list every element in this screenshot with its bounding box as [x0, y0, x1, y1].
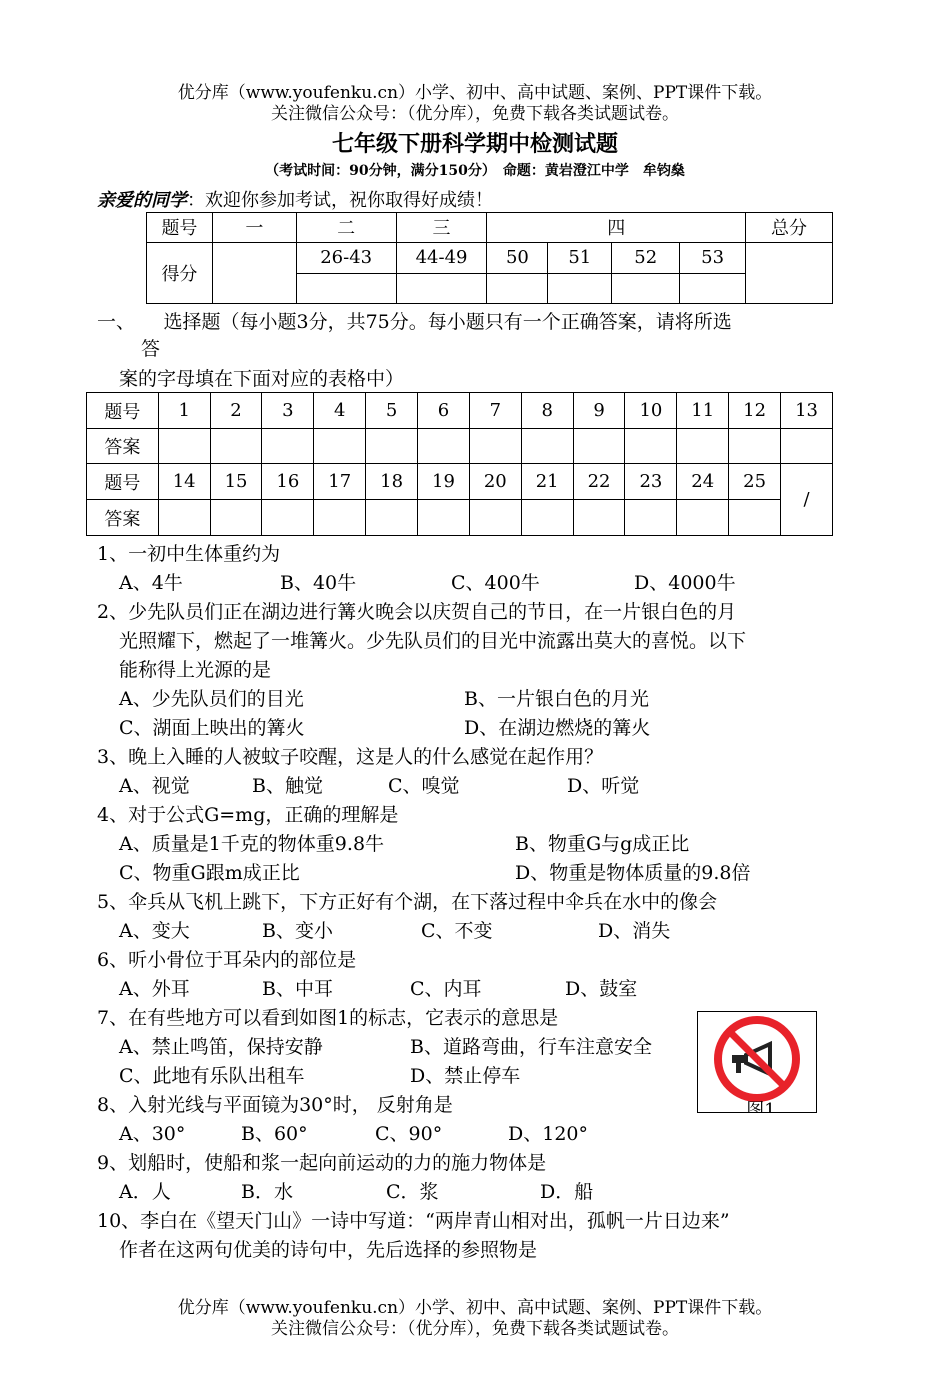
score-range-6: 53 [680, 242, 746, 273]
score-cell [296, 274, 396, 304]
section1-line1b: 答 [141, 338, 161, 360]
question-number-cell: 12 [729, 393, 781, 429]
answer-cell[interactable] [366, 500, 418, 536]
score-header-one: 一 [212, 213, 296, 243]
answer-cell[interactable] [469, 500, 521, 536]
answer-cell[interactable] [469, 429, 521, 464]
answer-cell[interactable] [729, 429, 781, 464]
figure-caption: 图1 [746, 1100, 776, 1112]
option: A、视觉 [119, 775, 190, 797]
section1-line2: 案的字母填在下面对应的表格中） [119, 368, 405, 390]
option: A、4牛 [119, 572, 183, 594]
score-cell-one [212, 242, 296, 303]
answer-cell[interactable] [262, 429, 314, 464]
question-number-cell: 3 [262, 393, 314, 429]
question-number-cell: 14 [158, 464, 210, 500]
footer-line-2: 关注微信公众号：（优分库），免费下载各类试题试卷。 [271, 1319, 679, 1339]
section1-line1: 一、 选择题（每小题3分，共75分。每小题只有一个正确答案，请将所选 [97, 311, 732, 333]
answer-cell[interactable] [625, 500, 677, 536]
answer-cell[interactable] [677, 500, 729, 536]
option: A、禁止鸣笛，保持安静 [119, 1036, 323, 1058]
question-number-cell: 10 [625, 393, 677, 429]
question-number-cell: 15 [210, 464, 262, 500]
answer-cell[interactable] [677, 429, 729, 464]
question-10-stem: 作者在这两句优美的诗句中，先后选择的参照物是 [119, 1239, 538, 1261]
footer-line-1: 优分库（www.youfenku.cn）小学、初中、高中试题、案例、PPT课件下载。 [177, 1298, 773, 1318]
answer-cell[interactable] [625, 429, 677, 464]
option: B、物重G与g成正比 [515, 833, 690, 855]
question-number-cell: 25 [729, 464, 781, 500]
question-number-cell: 8 [521, 393, 573, 429]
question-4-stem: 4、对于公式G=mg，正确的理解是 [97, 804, 399, 826]
score-range-4: 51 [548, 242, 612, 273]
option: D、听觉 [567, 775, 640, 797]
option: B、一片银白色的月光 [464, 688, 649, 710]
option: B、40牛 [280, 572, 357, 594]
figure-1 [697, 1011, 817, 1113]
question-number-cell: 5 [366, 393, 418, 429]
question-8-stem: 8、入射光线与平面镜为30°时， 反射角是 [97, 1094, 453, 1116]
answer-cell[interactable] [158, 500, 210, 536]
option: D、在湖边燃烧的篝火 [464, 717, 651, 739]
option: C、物重G跟m成正比 [119, 862, 300, 884]
option: A、变大 [119, 920, 190, 942]
answer-label-ans: 答案 [87, 500, 159, 536]
option: C、不变 [421, 920, 493, 942]
greeting-rest: ：欢迎你参加考试，祝你取得好成绩！ [187, 190, 493, 211]
option: A．人 [119, 1181, 171, 1203]
option: B、60° [241, 1123, 308, 1145]
option: B．水 [241, 1181, 293, 1203]
question-number-cell: 16 [262, 464, 314, 500]
question-number-cell: 17 [314, 464, 366, 500]
answer-table [86, 392, 833, 536]
header-line-1: 优分库（www.youfenku.cn）小学、初中、高中试题、案例、PPT课件下载。 [177, 83, 773, 103]
no-horn-sign-icon [698, 1012, 816, 1112]
question-6-stem: 6、听小骨位于耳朵内的部位是 [97, 949, 357, 971]
option: A、少先队员们的目光 [119, 688, 304, 710]
score-cell [680, 274, 746, 304]
option: C、内耳 [410, 978, 482, 1000]
score-range-3: 50 [487, 242, 548, 273]
answer-cell[interactable] [521, 429, 573, 464]
option: B、触觉 [252, 775, 323, 797]
option: D、物重是物体质量的9.8倍 [515, 862, 751, 884]
question-number-cell: 24 [677, 464, 729, 500]
option: C、400牛 [451, 572, 540, 594]
score-label: 得分 [147, 242, 213, 303]
answer-cell[interactable] [158, 429, 210, 464]
answer-cell[interactable] [729, 500, 781, 536]
question-number-cell: 2 [210, 393, 262, 429]
question-number-cell: 1 [158, 393, 210, 429]
score-table [146, 212, 833, 304]
exam-title: 七年级下册科学期中检测试题 [331, 132, 618, 157]
option: A、30° [119, 1123, 186, 1145]
answer-label-ans: 答案 [87, 429, 159, 464]
option: A、质量是1千克的物体重9.8牛 [119, 833, 385, 855]
question-number-cell: 20 [469, 464, 521, 500]
score-header-three: 三 [396, 213, 487, 243]
option: A、外耳 [119, 978, 190, 1000]
score-cell [612, 274, 680, 304]
greeting-bold: 亲爱的同学 [97, 190, 187, 211]
score-range-2: 44-49 [396, 242, 487, 273]
answer-cell[interactable] [418, 500, 470, 536]
score-header-total: 总分 [746, 213, 833, 243]
answer-cell[interactable] [573, 429, 625, 464]
answer-cell[interactable] [366, 429, 418, 464]
score-range-5: 52 [612, 242, 680, 273]
greeting [97, 186, 493, 212]
question-number-cell: 23 [625, 464, 677, 500]
question-number-cell: 7 [469, 393, 521, 429]
answer-label-num: 题号 [87, 393, 159, 429]
option: C、90° [375, 1123, 443, 1145]
question-5-stem: 5、伞兵从飞机上跳下，下方正好有个湖，在下落过程中伞兵在水中的像会 [97, 891, 718, 913]
question-number-cell: 21 [521, 464, 573, 500]
option: C、嗅觉 [388, 775, 460, 797]
header-line-2: 关注微信公众号：（优分库），免费下载各类试题试卷。 [271, 104, 679, 124]
score-cell [487, 274, 548, 304]
answer-cell[interactable] [210, 500, 262, 536]
question-number-cell: 19 [418, 464, 470, 500]
answer-cell[interactable] [314, 500, 366, 536]
option: D、禁止停车 [410, 1065, 521, 1087]
option: D、120° [508, 1123, 588, 1145]
score-cell [548, 274, 612, 304]
slash-cell: / [781, 464, 833, 536]
question-number-cell: 13 [781, 393, 833, 429]
question-number-cell: 9 [573, 393, 625, 429]
question-1-stem: 1、一初中生体重约为 [97, 543, 281, 565]
answer-cell[interactable] [573, 500, 625, 536]
option: D．船 [540, 1181, 594, 1203]
question-number-cell: 4 [314, 393, 366, 429]
answer-cell[interactable] [781, 429, 833, 464]
question-9-stem: 9、划船时，使船和浆一起向前运动的力的施力物体是 [97, 1152, 547, 1174]
question-7-stem: 7、在有些地方可以看到如图1的标志，它表示的意思是 [97, 1007, 559, 1029]
question-number-cell: 6 [418, 393, 470, 429]
score-cell [396, 274, 487, 304]
option: C、此地有乐队出租车 [119, 1065, 305, 1087]
option: C．浆 [386, 1181, 439, 1203]
score-header-num: 题号 [147, 213, 213, 243]
answer-cell[interactable] [521, 500, 573, 536]
option: B、中耳 [262, 978, 333, 1000]
question-2-stem: 2、少先队员们正在湖边进行篝火晚会以庆贺自己的节日，在一片银白色的月 [97, 601, 737, 623]
option: D、鼓室 [565, 978, 638, 1000]
exam-subtitle: （考试时间：90分钟，满分150分） 命题：黄岩澄江中学 牟钧燊 [265, 163, 685, 179]
question-2-stem: 能称得上光源的是 [119, 659, 272, 681]
score-header-two: 二 [296, 213, 396, 243]
answer-cell[interactable] [314, 429, 366, 464]
question-number-cell: 22 [573, 464, 625, 500]
answer-cell[interactable] [262, 500, 314, 536]
option: D、消失 [598, 920, 671, 942]
option: B、道路弯曲，行车注意安全 [410, 1036, 652, 1058]
score-range-1: 26-43 [296, 242, 396, 273]
question-number-cell: 18 [366, 464, 418, 500]
question-number-cell: 11 [677, 393, 729, 429]
option: B、变小 [262, 920, 333, 942]
option: D、4000牛 [634, 572, 736, 594]
question-2-stem: 光照耀下，燃起了一堆篝火。少先队员们的目光中流露出莫大的喜悦。以下 [119, 630, 747, 652]
answer-label-num: 题号 [87, 464, 159, 500]
score-header-four: 四 [487, 213, 746, 243]
question-3-stem: 3、晚上入睡的人被蚊子咬醒，这是人的什么感觉在起作用？ [97, 746, 604, 768]
score-cell-total [746, 242, 833, 303]
question-10-stem: 10、李白在《望天门山》一诗中写道：“两岸青山相对出，孤帆一片日边来” [97, 1210, 730, 1232]
option: C、湖面上映出的篝火 [119, 717, 305, 739]
answer-cell[interactable] [418, 429, 470, 464]
answer-cell[interactable] [210, 429, 262, 464]
